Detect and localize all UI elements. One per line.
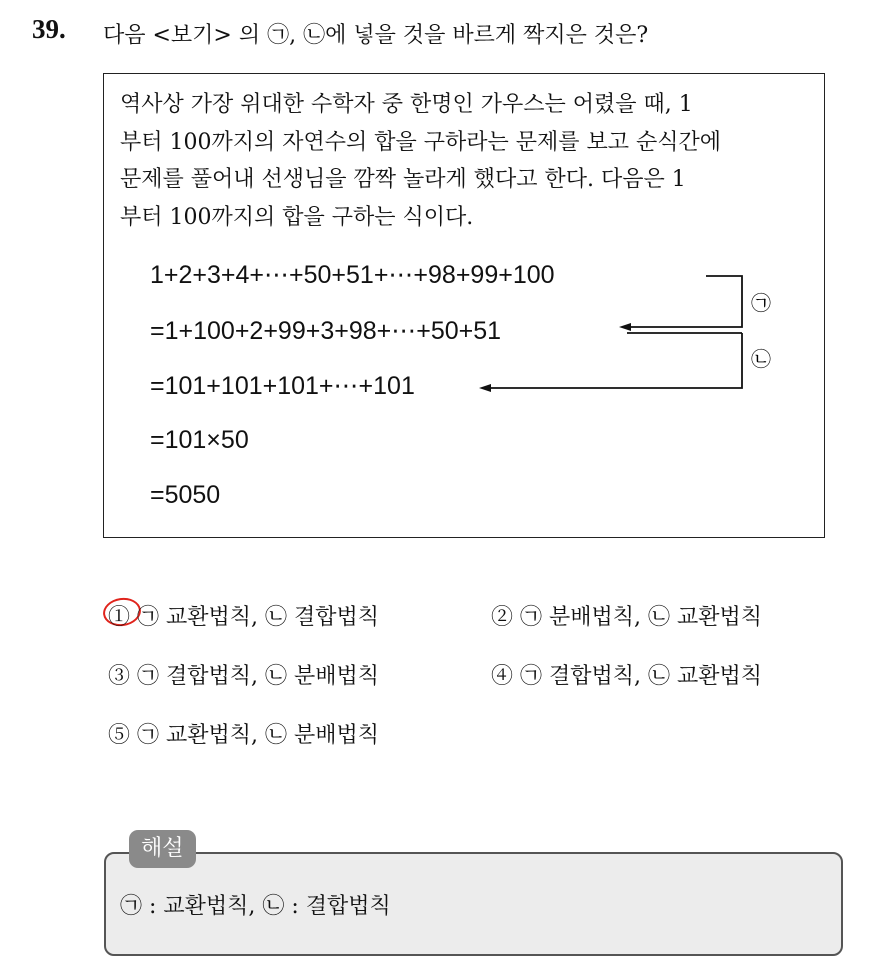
equation-line-4: =101×50	[150, 426, 249, 454]
choice-num: ③	[108, 664, 131, 689]
choice-4[interactable]	[491, 659, 762, 690]
question-number: 39.	[32, 14, 66, 44]
passage-line: 부터 100까지의 자연수의 합을 구하라는 문제를 보고 순식간에	[120, 129, 721, 155]
equation-line-2: =1+100+2+99+3+98+⋯+50+51	[150, 317, 502, 345]
choice-3[interactable]	[108, 659, 379, 690]
arrow-head-a	[619, 323, 631, 331]
bracket-b	[487, 333, 742, 388]
choice-5[interactable]	[108, 718, 379, 749]
equation-line-1: 1+2+3+4+⋯+50+51+⋯+98+99+100	[150, 261, 555, 289]
equation-line-5: =5050	[150, 481, 221, 509]
choice-num: ①	[108, 605, 131, 630]
passage-line: 역사상 가장 위대한 수학자 중 한명인 가우스는 어렸을 때, 1	[120, 92, 693, 117]
choice-text: ㉠ 교환법칙, ㉡ 분배법칙	[137, 723, 380, 748]
passage-line: 부터 100까지의 합을 구하는 식이다.	[120, 204, 474, 230]
choice-text: ㉠ 교환법칙, ㉡ 결합법칙	[137, 605, 380, 630]
question-text: 다음 <보기> 의 ㉠, ㉡에 넣을 것을 바르게 짝지은 것은?	[103, 23, 649, 48]
label-a: ㉠	[751, 291, 771, 315]
arrow-head-b	[479, 384, 491, 392]
choice-text: ㉠ 분배법칙, ㉡ 교환법칙	[520, 605, 763, 630]
bracket-a	[627, 276, 742, 327]
choice-num: ⑤	[108, 723, 131, 748]
choice-text: ㉠ 결합법칙, ㉡ 교환법칙	[520, 664, 763, 689]
choice-1[interactable]	[108, 600, 379, 631]
label-b: ㉡	[751, 347, 771, 371]
choice-num: ②	[491, 605, 514, 630]
explanation-tag: 해설	[129, 830, 196, 868]
choice-2[interactable]	[491, 600, 762, 631]
equation-line-3: =101+101+101+⋯+101	[150, 372, 415, 400]
explanation-text: ㉠ : 교환법칙, ㉡ : 결합법칙	[120, 894, 391, 919]
passage-line: 문제를 풀어내 선생님을 깜짝 놀라게 했다고 한다. 다음은 1	[120, 167, 686, 192]
choice-num: ④	[491, 664, 514, 689]
choice-text: ㉠ 결합법칙, ㉡ 분배법칙	[137, 664, 380, 689]
